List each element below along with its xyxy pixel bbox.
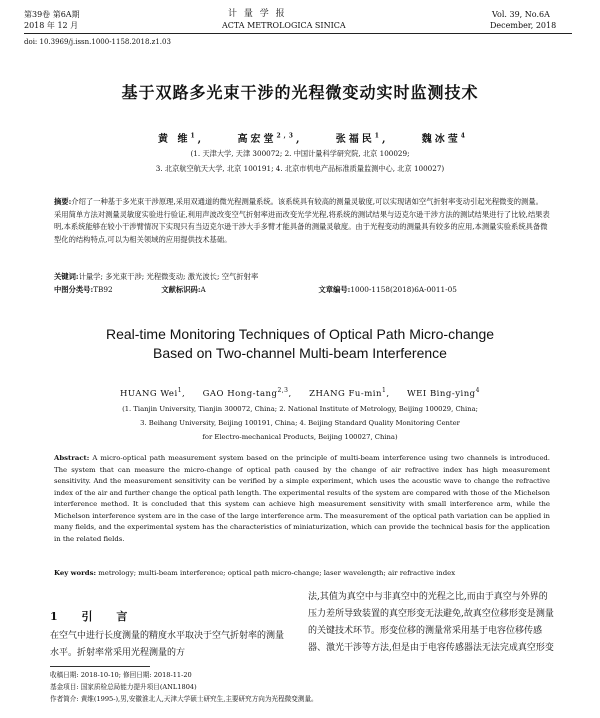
volume-en: Vol. 39, No.6A (492, 10, 550, 19)
footnote-received: 收稿日期: 2018-10-10; 修回日期: 2018-11-20 (50, 671, 192, 679)
authors-cn (158, 130, 468, 145)
author-cn: 魏冰莹$^4$ (421, 132, 468, 145)
body-right-column: 法,其值为真空中与非真空中的光程之比,而由于真空与外界的压力差所导致装置的真空形变无法避免,故真空位移形变是测量的关键技术环节。形变位移的测量常采用基于电容位移传感器、激光干涉等方法,但是由于电容传感器法无法完成真空形变 (308, 592, 554, 653)
issue-date-cn: 2018 年 12 月 (24, 21, 79, 30)
footnote-bio: 作者简介: 黄维(1995-),男,安徽淮北人,天津大学硕士研究生,主要研究方向为光程微变测量。 (50, 695, 318, 703)
body-left-column: 在空气中进行长度测量的精度水平取决于空气折射率的测量水平。折射率常采用光程测量的方 (50, 631, 285, 658)
affiliation-en-line-1: (1. Tianjin University, Tianjin 300072, China; 2. National Institute of Metrology, Beijing 100029, China; (122, 405, 478, 413)
header-rule (24, 33, 572, 34)
title-en (40, 325, 560, 363)
author-cn: 张福民$^1$, (335, 132, 389, 145)
author-en: WEI Bing-ying$^4$ (406, 387, 480, 399)
title-en-line-1: Real-time Monitoring Techniques of Optical Path Micro-change (105, 326, 495, 342)
author-en: GAO Hong-tang$^{2,3}$, (202, 387, 292, 399)
affiliation-en-line-2: 3. Beihang University, Beijing 100191, China; 4. Beijing Standard Quality Monitoring Center (140, 419, 460, 427)
section-heading: 1 引 言 (50, 610, 138, 623)
footnote-fund: 基金项目: 国家质检总局能力提升项目(ANL1804) (50, 683, 197, 691)
classification-row: 中图分类号:TB92 文献标识码:A 文章编号:1000-1158(2018)6A-0011-05 (54, 285, 457, 294)
keywords-cn: 关键词:计量学; 多光束干涉; 光程微变动; 激光波长; 空气折射率 (54, 272, 259, 281)
title-en-line-2: Based on Two-channel Multi-beam Interference (153, 345, 447, 361)
author-cn: 高宏堂$^{2,3}$, (237, 132, 303, 145)
issue-date-en: December, 2018 (490, 21, 557, 30)
footnote-rule (50, 666, 150, 667)
doi: doi: 10.3969/j.issn.1000-1158.2018.z1.03 (24, 38, 171, 46)
author-en: ZHANG $Fu-\min^1$, (309, 387, 390, 399)
affiliation-en-line-3: for Electro-mechanical Products, Beijing 100027, China) (202, 433, 398, 441)
authors-en (120, 387, 480, 399)
author-en: HUANG Wei$^1$, (120, 387, 186, 399)
volume-issue: 第39卷 第6A期 (24, 10, 80, 19)
affiliation-cn-line-2: 3. 北京航空航天大学, 北京 100191; 4. 北京市机电产品标准质量监测中心, 北京 100027) (155, 164, 445, 173)
journal-name-cn: 计 量 学 报 (228, 9, 287, 19)
affiliation-cn-line-1: (1. 天津大学, 天津 300072; 2. 中国计量科学研究院, 北京 100029; (190, 149, 410, 158)
title-cn: 基于双路多光束干涉的光程微变动实时监测技术 (121, 83, 479, 102)
abstract-en: Abstract: A micro-optical path measurement system based on the principle of multi-beam interference using two channels is introduced. The system that can measure the micro-change of optical path caused by the change of air refractive index has high measurement sensitivity. And the measurement sensitivity can be verified by a simple experiment, which uses the acoustic wave to change the refractive index of the air and further change the optical path length. The experimental results of the system are compared with those of the Michelson interference method. It is concluded that this system can achieve high measurement sensitivity with small interference arm, while the Michelson interference system are in the case of the large interference arm. The measurement of the optical path variation can be applied in many fields, and the experimental system has the characteristics of miniaturization, which can provide the technical basis for the application in the related fields. (54, 454, 550, 543)
abstract-cn: 摘要:介绍了一种基于多光束干涉原理,采用双通道的微光程测量系统。该系统具有较高的测量灵敏度,可以实现诸如空气折射率变动引起光程微变的测量。采用简单方法对测量灵敏度实验进行验证,利用声波改变空气折射率进而改变光学光程,将系统的测试结果与迈克尔逊干涉方法的测试结果进行了比较,结果表明,本系统能够在较小干涉臂情况下实现只有当迈克尔逊干涉大手多臂才能具备的测量灵敏度。由于光程变动的测量具有较多的应用,本测量实验系统具备微型化的结构特点,可以为相关领域的应用提供技术基础。 (54, 197, 550, 244)
author-cn: 黄 维$^1$, (158, 132, 205, 145)
journal-name-en: ACTA METROLOGICA SINICA (222, 21, 346, 30)
keywords-en: Key words: metrology; multi-beam interference; optical path micro-change; laser wavelength; air refractive index (54, 569, 456, 577)
